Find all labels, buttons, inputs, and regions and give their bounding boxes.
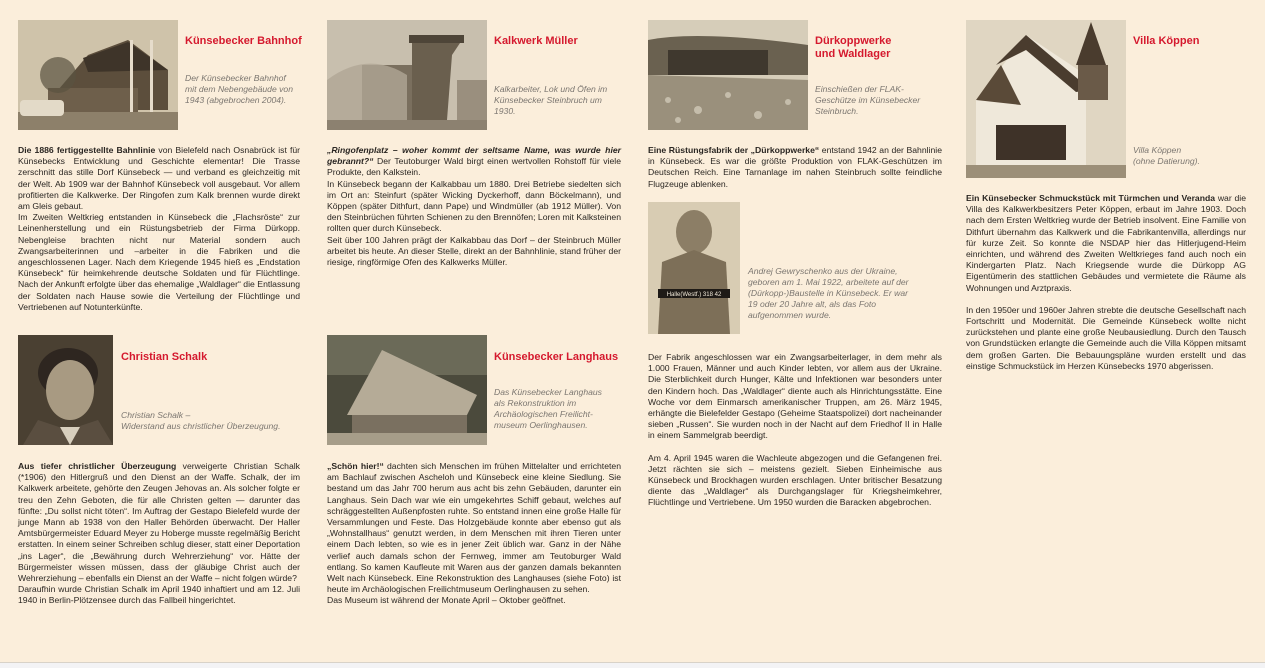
langhaus-caption: Das Künsebecker Langhaus als Rekonstruktion im Archäologischen Freilicht-museum Oerlinghausen.: [494, 387, 602, 430]
schalk-caption-line2: Widerstand aus christlicher Überzeugung.: [121, 421, 281, 431]
kalkwerk-lead: „Ringofenplatz – woher kommt der seltsame Name, was wurde hier gebrannt?“: [327, 145, 621, 167]
duerkopp-text2: Der Fabrik angeschlossen war ein Zwangsarbeiterlager, in dem mehr als 1.000 Frauen, Männer und auch Kinder lebten, vor allem aus der Ukraine. Die Sterblichkeit durch Hunger, Kälte und Infektionen war besonders unter den Kindern hoch. Das „Waldlager“ diente auch als Hinrichtungsstätte. Eine Woche vor dem Einmarsch amerikanischer Truppen, am 26. März 1945, erhängte die Bielefelder Gestapo (Geheime Staatspolizei) dort nacheinander sieben „Russen“. Sie wurden noch in der Nacht auf dem Friedhof II in Halle in einem Sammelgrab beerdigt.: [648, 352, 942, 441]
langhaus-text2: Das Museum ist während der Monate April – Oktober geöffnet.: [327, 595, 566, 606]
duerkopp-lager-text: [648, 352, 942, 509]
langhaus-photo: [327, 335, 487, 445]
duerkopp-text: [648, 145, 942, 190]
duerkopp-title-line1: Dürkoppwerke: [815, 35, 892, 47]
duerkopp-text1: entstand 1942 an der Bahnlinie in Künsebeck. Es war die größte Produktion von FLAK-Geschützen im Deutschen Reich. Eine Tarnanlage im nahen Steinbruch sollte feindliche Flugzeuge ablenken.: [648, 145, 942, 189]
schalk-caption-line1: Christian Schalk –: [121, 410, 191, 420]
duerkopp-title-line2: und Waldlager: [815, 48, 891, 60]
schalk-title: Christian Schalk: [121, 351, 208, 363]
villa-caption-line2: (ohne Datierung).: [1133, 156, 1200, 166]
duerkopp-title: [815, 35, 891, 61]
kalkwerk-photo: [327, 20, 487, 130]
bahnhof-text: [18, 145, 300, 313]
kalkwerk-text3: Seit über 100 Jahren prägt der Kalkabbau das Dorf – der Steinbruch Müller arbeitet bis heute. An dieser Stelle, direkt an der Bahnhlinie, stand früher der riesige, ringförmige Ofen des Kalkwerks Müller.: [327, 234, 621, 268]
villa-caption-line1: Villa Köppen: [1133, 145, 1182, 155]
schalk-text: [18, 461, 300, 607]
kalkwerk-text2: In Künsebeck begann der Kalkabbau um 1880. Drei Betriebe siedelten sich im Ort an: Steinfurt (später Wicking Dyckerhoff, dann Böckelmann), und Köppen (später Dithfurt, dann Pape) und Windmüller (ab 1912 Müller). Von den Steinbrüchen führten Schienen zu den Brennöfen; Loren mit Kalksteinen rollten quer durch Künsebeck.: [327, 178, 621, 234]
kalkwerk-caption: Kalkarbeiter, Lok und Öfen im Künsebecker Steinbruch um 1930.: [494, 84, 608, 116]
duerkopp-caption: Einschießen der FLAK-Geschütze im Künsebecker Steinbruch.: [815, 84, 921, 116]
villa-text2: In den 1950er und 1960er Jahren strebte die deutsche Gesellschaft nach Fortschritt und Modernität. Die Gemeinde Künsebeck wollte nicht zurückstehen und plante eine große Neubausiedlung. Durch den Tausch von Grundstücken erlangte die Gemeinde auch die Villa Köppen mitsamt dem großen Garten. Die Bebauungspläne wurden erstellt und das einstige Schmuckstück im Herzen Künsebecks 1970 abgerissen.: [966, 304, 1246, 371]
kalkwerk-text: [327, 145, 621, 268]
duerkopp-flak-photo: [648, 20, 808, 130]
kalkwerk-title: Kalkwerk Müller: [494, 35, 578, 47]
duerkopp-text3: Am 4. April 1945 waren die Wachleute abgezogen und die Gefangenen frei. Jetzt rächten sie sich – meistens gezielt. Sieben Einheimische aus Künsebeck und Brockhagen wurden erschlagen. Unter britischer Besatzung diente das „Waldlager“ als Durchgangslager für Kriegsheimkehrer, Flüchtlinge und Vertriebene. Um 1950 wurden die Baracken abgebrochen.: [648, 452, 942, 508]
bahnhof-photo: [18, 20, 178, 130]
langhaus-lead: „Schön hier!“: [327, 461, 384, 471]
bahnhof-text1: von Bielefeld nach Osnabrück ist für Künsebecks Entwicklung und Geschichte elementar! Die Trasse zerschnitt das stille Dorf Künsebeck — und verband es gleichzeitig mit der Welt. Ab 1909 war der Bahnhof Künsebeck voll ausgebaut. Vor allem profitierten die Kalkwerke. Der Ringofen zum Kalk brennen wurde direkt am Gleis gebaut.: [18, 145, 301, 212]
villa-koeppen-photo: [966, 20, 1126, 178]
bahnhof-caption: Der Künsebecker Bahnhof mit dem Nebengebäude von 1943 (abgebrochen 2004).: [185, 73, 293, 105]
langhaus-text1: dachten sich Menschen im frühen Mittelalter und errichteten am Bachlauf zwischen Ascheloh und Künsebeck eine kleine Siedlung. Sie bestand um das Jahr 700 herum aus acht bis zehn Gebäuden, darunter ein Langhaus. Sein Dach war wie ein umgekehrtes Schiff gebaut, welches auf schräggestellten Außenpfosten ruhte. So entstand innen eine große Halle für Versammlungen und Feste. Das Holzgebäude konnte aber ebenso gut als „Wohnstallhaus“ genutzt werden, in dem Menschen mit ihren Tieren unter einem Dach lebten, so wie es in jener Zeit üblich war. Ganz in der Nähe verlief auch damals schon der Fernweg, immer am Teutoburger Wald entlang. So kamen Kaufleute mit Waren aus der ganzen damals bekannten Welt nach Künsebeck. Eine Rekonstruktion des Langhauses (siehe Foto) ist heute im Archäologischen Freilichtmuseum Oerlinghausen zu sehen.: [327, 461, 621, 595]
schalk-lead: Aus tiefer christlicher Überzeugung: [18, 461, 177, 471]
gewryschenko-portrait-photo: [648, 202, 740, 334]
duerkopp-lead: Eine Rüstungsfabrik der „Dürkoppwerke“: [648, 145, 820, 155]
villa-caption: [1133, 145, 1243, 167]
portrait-sign-text: Halle(Westf.) 318 42: [666, 292, 722, 298]
gewryschenko-caption: Andrej Gewryschenko aus der Ukraine, geboren am 1. Mai 1922, arbeitete auf der (Dürkopp-)Baustelle in Künsebeck. Er war 19 oder 20 Jahre alt, als das Foto aufgenommen wurde.: [748, 266, 909, 320]
schalk-caption: [121, 410, 311, 432]
villa-text: [966, 193, 1246, 372]
schalk-portrait-photo: [18, 335, 113, 445]
villa-lead: Ein Künsebecker Schmuckstück mit Türmchen und Veranda: [966, 193, 1216, 203]
bahnhof-text2: Im Zweiten Weltkrieg entstanden in Künsebeck die „Flachsröste“ zur Leinenherstellung und ein Rüstungsbetrieb der Firma Dürkopp. Nebengleise brachten nicht nur Material sondern auch Zwangsarbeiterinnen und –arbeiter in die Fabriken und die angeschlossenen Lager. Nach dem Kriegende 1945 hieß es „Endstation Künsebeck“ für heimkehrende deutsche Soldaten und für Flüchtlinge. Nach der Ankunft erfolgte über das ehemalige „Waldlager“ die Entlassung der Soldaten nach Hause sowie die Verteilung der Flüchtlinge und Vertriebenen auf Notunterkünfte.: [18, 212, 300, 312]
villa-text1: war die Villa des Kalkwerkbesitzers Peter Köppen, erbaut im Jahre 1903. Doch nach dem Ersten Weltkrieg wurde der Betrieb insolvent. Eine Familie von Dithfurt übernahm das Kalkwerk und die Fabrikantenvilla, allerdings nur für kurze Zeit. So konnte die NSDAP hier das Hitlerjugend-Heim einrichten, und während des Zweiten Weltkrieges fand auch noch ein Kindergarten Platz. Nach Kriegsende wurde die Dürkopp AG Eigentümerin des stattlichen Gebäudes und vermietete die Räume als Wohnungen und Arztpraxis.: [966, 193, 1247, 293]
bahnhof-title: Künsebecker Bahnhof: [185, 35, 302, 47]
schalk-text2: Daraufhin wurde Christian Schalk im April 1940 inhaftiert und am 12. Juli 1940 in Berlin-Plötzensee durch das Fallbeil hingerichtet.: [18, 584, 300, 606]
schalk-text1: verweigerte Christian Schalk (*1906) den Hitlergruß und den Dienst an der Waffe. Schalk, der im Kalkwerk arbeitete, gehörte den Zeugen Jehovas an. Als solcher folgte er treu den Zehn Geboten, die für alle Christen gelten — darunter das fünfte: „Du sollst nicht töten“. Im Auftrag der Gestapo Bielefeld wurde der junge Mann ab 1938 von den Haller Behörden überwacht. Der Haller Amtsbürgermeister Eduard Meyer zu Hoberge musste regelmäßig Bericht erstatten. In einem seiner Schreiben schlug dieser, statt einer Deportation „ins Lager“, die „Bewährung durch Wehrerziehung“ vor. Hätte der Bürgermeister wissen müssen, dass der gläubige Christ auch der Wehrerziehung – ebenfalls ein Dienst an der Waffe – nicht folgen würde?: [18, 461, 300, 584]
langhaus-title: Künsebecker Langhaus: [494, 351, 619, 363]
kalkwerk-text1: Der Teutoburger Wald birgt einen wertvollen Rohstoff für viele Produkte, den Kalkstein.: [327, 156, 621, 178]
langhaus-text: [327, 461, 621, 607]
villa-title: Villa Köppen: [1133, 35, 1200, 47]
bahnhof-lead: Die 1886 fertiggestellte Bahnlinie: [18, 145, 156, 155]
